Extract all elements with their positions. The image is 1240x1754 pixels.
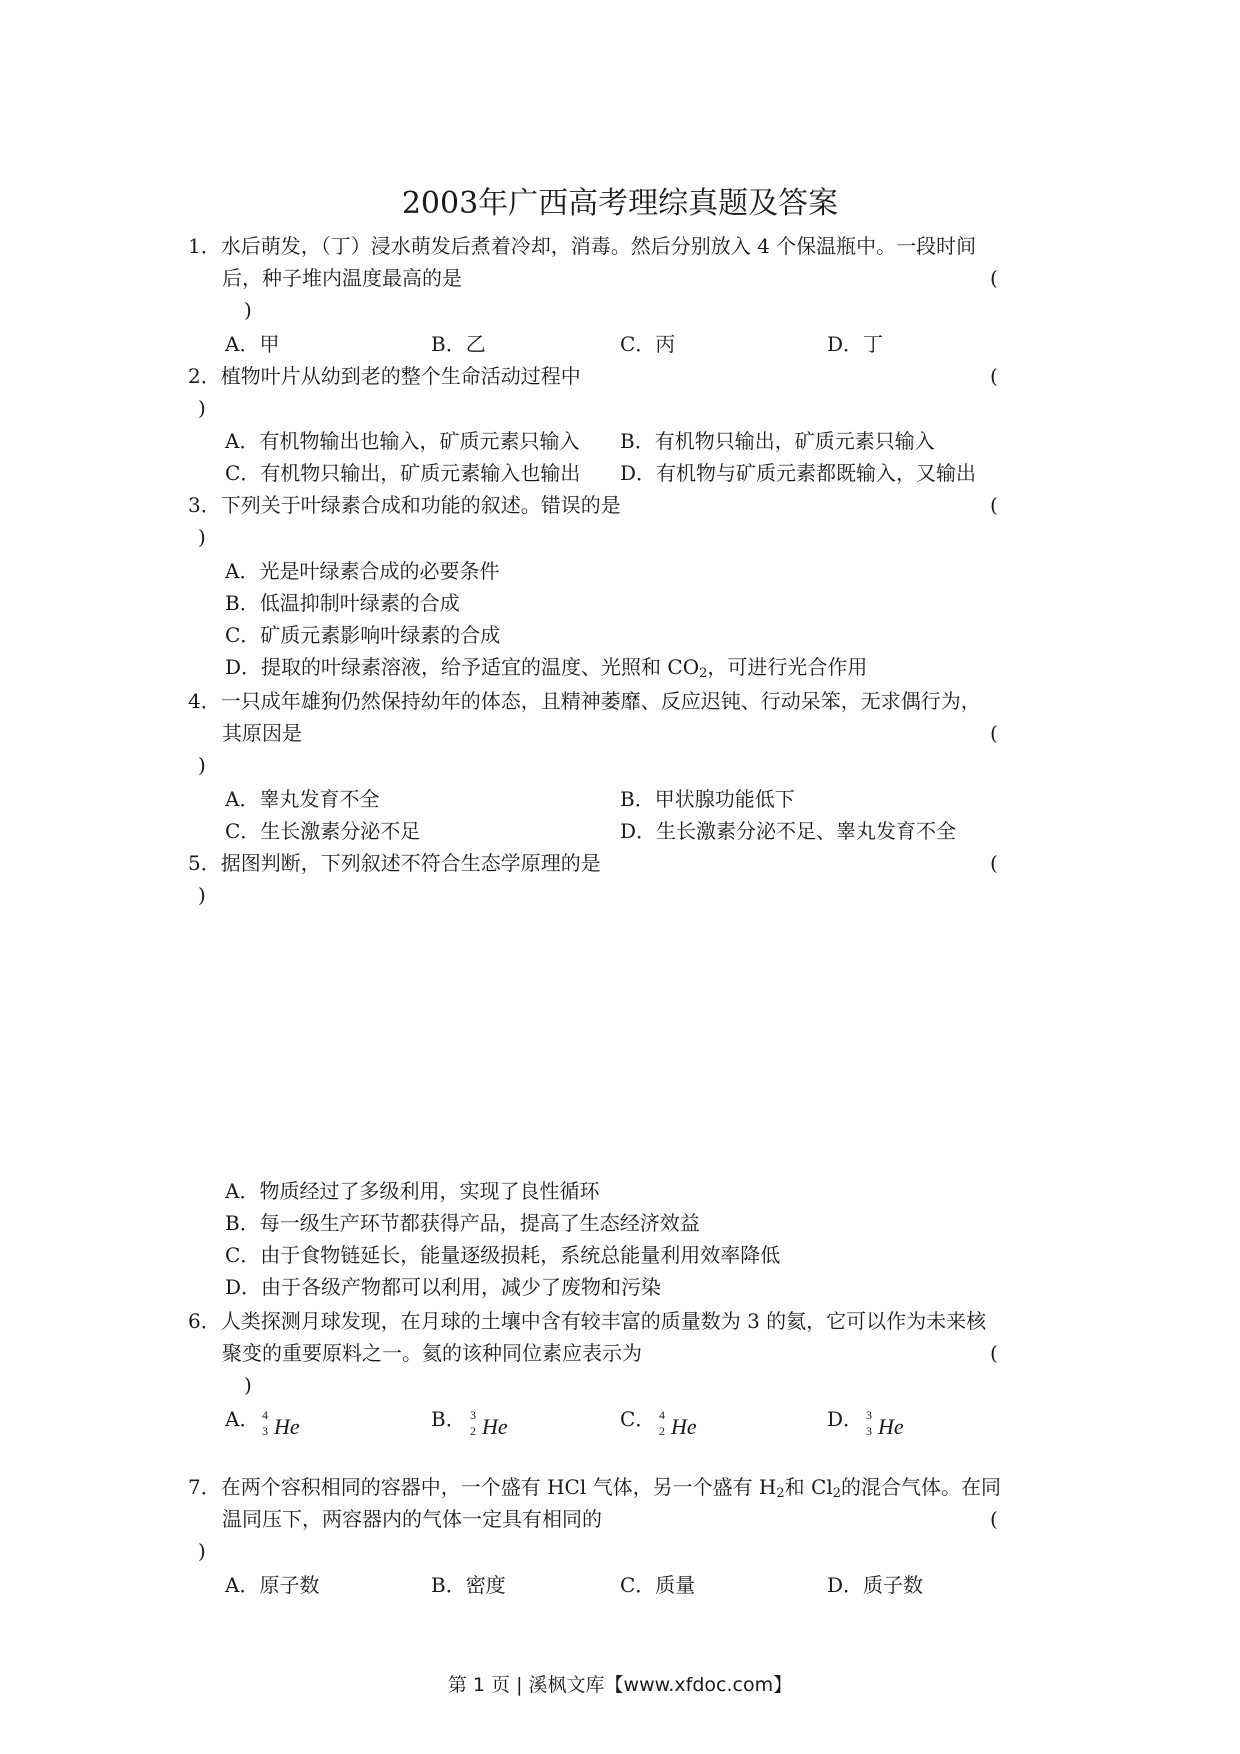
question-5-option-b: B．每一级生产环节都获得产品，提高了生态经济效益 — [225, 1211, 700, 1235]
question-5-option-c: C．由于食物链延长，能量逐级损耗，系统总能量利用效率降低 — [225, 1243, 781, 1267]
question-6-stem-line-2: 聚变的重要原料之一。氦的该种同位素应表示为 — [222, 1341, 642, 1365]
isotope-option-b — [470, 1408, 530, 1444]
question-1-option-d: D．丁 — [827, 332, 884, 356]
mass-number: 3 — [866, 1408, 872, 1422]
element-symbol: He — [878, 1414, 904, 1439]
mass-number: 4 — [262, 1408, 268, 1422]
question-7-text-b: 和 Cl — [784, 1475, 833, 1499]
answer-paren-open: ( — [990, 721, 998, 745]
question-2-option-d: D．有机物与矿质元素都既输入，又输出 — [620, 461, 977, 485]
question-7-option-c: C．质量 — [620, 1573, 696, 1597]
answer-paren-close: ) — [198, 753, 206, 777]
question-1-option-c: C．丙 — [620, 332, 676, 356]
question-1-stem-line-2: 后，种子堆内温度最高的是 — [222, 266, 462, 290]
answer-paren-open: ( — [990, 1341, 998, 1365]
answer-paren-open: ( — [990, 364, 998, 388]
question-7-option-d: D．质子数 — [827, 1573, 924, 1597]
co2-subscript: 2 — [699, 666, 708, 681]
question-3-option-b: B．低温抑制叶绿素的合成 — [225, 591, 460, 615]
question-7-text-a: 7．在两个容积相同的容器中，一个盛有 HCl 气体，另一个盛有 H — [188, 1475, 777, 1499]
atomic-number: 3 — [866, 1424, 872, 1438]
mass-number: 3 — [470, 1408, 476, 1422]
question-4-option-d: D．生长激素分泌不足、睾丸发育不全 — [620, 819, 957, 843]
question-1-option-b: B．乙 — [431, 332, 486, 356]
question-6-option-c-letter: C． — [620, 1407, 656, 1431]
isotope-option-d — [866, 1408, 926, 1444]
question-4-stem-line-2: 其原因是 — [222, 721, 302, 745]
element-symbol: He — [482, 1414, 508, 1439]
question-3-stem: 3．下列关于叶绿素合成和功能的叙述。错误的是 — [188, 493, 621, 517]
answer-paren-close: ) — [198, 396, 206, 420]
question-5-stem: 5．据图判断，下列叙述不符合生态学原理的是 — [188, 851, 601, 875]
question-3-option-c: C．矿质元素影响叶绿素的合成 — [225, 623, 501, 647]
question-7-option-b: B．密度 — [431, 1573, 506, 1597]
cl2-subscript: 2 — [832, 1486, 842, 1501]
question-4-option-a: A．睾丸发育不全 — [225, 787, 380, 811]
question-6-option-b-letter: B． — [431, 1407, 466, 1431]
question-4-option-c: C．生长激素分泌不足 — [225, 819, 421, 843]
question-3-option-d-text: D．提取的叶绿素溶液，给予适宜的温度、光照和 CO — [225, 655, 700, 679]
answer-paren-open: ( — [990, 493, 998, 517]
answer-paren-open: ( — [990, 851, 998, 875]
atomic-number: 2 — [659, 1424, 665, 1438]
figure-placeholder — [225, 915, 1025, 1165]
question-2-option-b: B．有机物只输出，矿质元素只输入 — [620, 429, 935, 453]
isotope-option-c — [659, 1408, 719, 1444]
question-7-option-a: A．原子数 — [225, 1573, 320, 1597]
isotope-option-a — [262, 1408, 322, 1444]
question-6-option-a-letter: A． — [225, 1407, 260, 1431]
page-title: 2003年广西高考理综真题及答案 — [401, 186, 839, 221]
question-6-stem-line-1: 6．人类探测月球发现，在月球的土壤中含有较丰富的质量数为 3 的氦，它可以作为未来核 — [188, 1309, 987, 1333]
question-1-option-a: A．甲 — [225, 332, 280, 356]
answer-paren-close: ) — [244, 298, 252, 322]
atomic-number: 2 — [470, 1424, 476, 1438]
question-4-stem-line-1: 4．一只成年雄狗仍然保持幼年的体态，且精神萎靡、反应迟钝、行动呆笨，无求偶行为， — [188, 689, 981, 713]
element-symbol: He — [671, 1414, 697, 1439]
question-6-option-d-letter: D． — [827, 1407, 864, 1431]
question-1-stem-line-1: 1．水后萌发，（丁）浸水萌发后煮着冷却，消毒。然后分别放入 4 个保温瓶中。一段时间 — [188, 234, 977, 258]
mass-number: 4 — [659, 1408, 665, 1422]
answer-paren-open: ( — [990, 266, 998, 290]
answer-paren-close: ) — [198, 1539, 206, 1563]
question-4-option-b: B．甲状腺功能低下 — [620, 787, 795, 811]
question-5-option-a: A．物质经过了多级利用，实现了良性循环 — [225, 1179, 600, 1203]
question-7-text-c: 的混合气体。在同 — [841, 1475, 1002, 1499]
question-2-option-c: C．有机物只输出，矿质元素输入也输出 — [225, 461, 581, 485]
answer-paren-close: ) — [244, 1373, 252, 1397]
question-7-stem-line-1 — [188, 1473, 1001, 1508]
answer-paren-open: ( — [990, 1507, 998, 1531]
page-footer: 第 1 页 | 溪枫文库【www.xfdoc.com】 — [447, 1674, 793, 1696]
question-2-stem: 2．植物叶片从幼到老的整个生命活动过程中 — [188, 364, 581, 388]
element-symbol: He — [274, 1414, 300, 1439]
atomic-number: 3 — [262, 1424, 268, 1438]
question-3-option-d-text-end: ，可进行光合作用 — [707, 655, 868, 679]
question-3-option-d — [225, 653, 867, 688]
answer-paren-close: ) — [198, 525, 206, 549]
question-3-option-a: A．光是叶绿素合成的必要条件 — [225, 559, 500, 583]
question-7-stem-line-2: 温同压下，两容器内的气体一定具有相同的 — [222, 1507, 602, 1531]
question-2-option-a: A．有机物输出也输入，矿质元素只输入 — [225, 429, 580, 453]
question-5-option-d: D．由于各级产物都可以利用，减少了废物和污染 — [225, 1275, 662, 1299]
h2-subscript: 2 — [776, 1486, 785, 1501]
answer-paren-close: ) — [198, 883, 206, 907]
